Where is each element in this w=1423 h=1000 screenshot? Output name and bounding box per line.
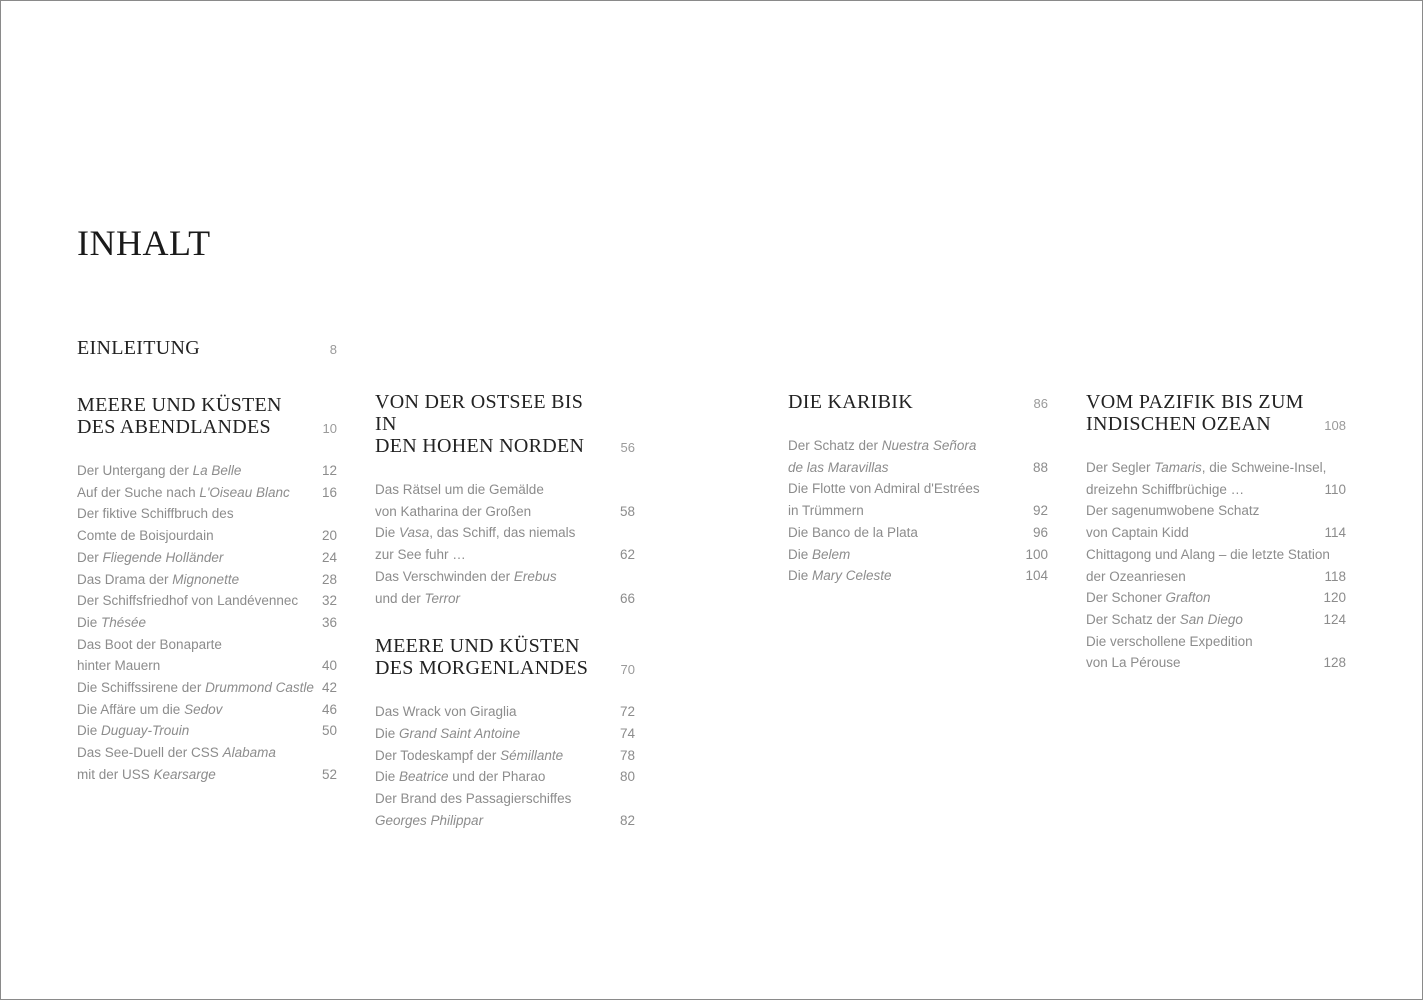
toc-entry-line: Georges Philippar — [375, 812, 484, 828]
toc-entry[interactable] — [1086, 544, 1346, 587]
toc-entry-line: Das See-Duell der CSS Alabama — [77, 745, 276, 761]
toc-entry-line: Die Vasa, das Schiff, das niemals — [375, 525, 576, 541]
toc-entry-page-number: 88 — [1032, 459, 1048, 475]
toc-entry[interactable] — [375, 566, 635, 609]
toc-entry[interactable] — [77, 482, 337, 504]
toc-entry-page-number: 96 — [1032, 524, 1048, 540]
toc-entry[interactable] — [77, 547, 337, 569]
toc-entry[interactable] — [788, 565, 1048, 587]
toc-entry-line: Der fiktive Schiffbruch des — [77, 506, 234, 522]
toc-section — [1086, 391, 1346, 435]
toc-entry-line: Die Duguay-Trouin — [77, 723, 190, 739]
toc-entry[interactable] — [77, 503, 337, 546]
section-page-number: 56 — [620, 440, 635, 455]
toc-entry[interactable] — [77, 720, 337, 742]
toc-entry[interactable] — [1086, 457, 1346, 500]
toc-entry[interactable] — [788, 435, 1048, 478]
toc-section — [375, 635, 635, 679]
toc-entry[interactable] — [77, 634, 337, 677]
toc-entry-line: Die Belem — [788, 546, 851, 562]
toc-entry-line: Der Schatz der Nuestra Señora — [788, 438, 977, 453]
toc-entry[interactable] — [375, 723, 635, 745]
toc-entry-page-number: 62 — [619, 547, 635, 563]
toc-entry[interactable] — [77, 590, 337, 612]
section-gap — [77, 359, 337, 394]
toc-entry-line: Der sagenumwobene Schatz — [1086, 503, 1260, 519]
section-page-number: 108 — [1324, 418, 1346, 433]
toc-entry[interactable] — [375, 701, 635, 723]
toc-section — [77, 394, 337, 438]
toc-entry-page-number: 114 — [1324, 525, 1346, 541]
toc-entry[interactable] — [77, 677, 337, 699]
toc-entry-line: von Captain Kidd — [1086, 525, 1189, 541]
toc-entry-line: zur See fuhr … — [375, 547, 466, 563]
toc-column-4 — [1086, 391, 1346, 674]
toc-section — [375, 391, 635, 457]
toc-entry[interactable] — [77, 742, 337, 785]
toc-entry-line: Die verschollene Expedition — [1086, 633, 1253, 649]
toc-entry[interactable] — [77, 569, 337, 591]
toc-entry[interactable] — [375, 788, 635, 831]
toc-entry-line: mit der USS Kearsarge — [77, 766, 216, 782]
section-title: VON DER OSTSEE BIS IN DEN HOHEN NORDEN — [375, 391, 585, 457]
toc-entry-line: Der Fliegende Holländer — [77, 549, 224, 565]
toc-entry-page-number: 110 — [1324, 481, 1346, 497]
toc-entry-page-number: 24 — [321, 549, 337, 565]
toc-entry-line: Der Brand des Passagierschiffes — [375, 791, 572, 807]
toc-entry-page-number: 42 — [321, 680, 337, 696]
toc-entry-page-number: 92 — [1032, 503, 1048, 519]
toc-entry-list — [375, 701, 635, 831]
toc-entry-list — [1086, 457, 1346, 674]
section-page-number: 70 — [620, 662, 635, 678]
toc-entry-page-number: 20 — [321, 528, 337, 544]
toc-entry-line: Comte de Boisjourdain — [77, 528, 214, 544]
toc-entry-line: von La Pérouse — [1086, 655, 1181, 671]
toc-entry-line: Der Schiffsfriedhof von Landévennec — [77, 593, 299, 609]
toc-entry-page-number: 82 — [619, 812, 635, 828]
toc-entry-page-number: 78 — [619, 747, 635, 763]
toc-entry-page-number: 46 — [321, 701, 337, 717]
toc-entry[interactable] — [788, 478, 1048, 521]
section-page-number: 8 — [329, 342, 337, 357]
section-page-number: 86 — [1033, 396, 1048, 411]
section-title: VOM PAZIFIK BIS ZUM INDISCHEN OZEAN — [1086, 391, 1304, 435]
toc-entry[interactable] — [77, 699, 337, 721]
section-title: EINLEITUNG — [77, 337, 200, 359]
toc-entry-list — [788, 435, 1048, 587]
toc-entry-line: Das Boot der Bonaparte — [77, 636, 222, 652]
toc-entry-list — [375, 479, 635, 609]
toc-entry-line: Die Thésée — [77, 614, 147, 630]
toc-entry-page-number: 128 — [1323, 655, 1346, 671]
section-page-number: 10 — [322, 421, 337, 436]
toc-entry-page-number: 80 — [619, 769, 635, 785]
section-title: MEERE UND KÜSTEN DES MORGENLANDES — [375, 635, 589, 680]
toc-entry-line: und der Terror — [375, 590, 461, 606]
toc-entry-line: Die Flotte von Admiral d'Estrées — [788, 481, 980, 497]
section-title: MEERE UND KÜSTEN DES ABENDLANDES — [77, 394, 282, 438]
toc-entry-line: Der Segler Tamaris, die Schweine-Insel, — [1086, 460, 1327, 475]
toc-entry-page-number: 58 — [619, 503, 635, 519]
toc-entry-line: Auf der Suche nach L'Oiseau Blanc — [77, 484, 290, 500]
toc-entry[interactable] — [77, 460, 337, 482]
toc-entry[interactable] — [77, 612, 337, 634]
toc-column-1 — [77, 337, 337, 786]
toc-entry-page-number: 124 — [1323, 611, 1346, 627]
toc-entry[interactable] — [375, 745, 635, 767]
toc-entry-line: in Trümmern — [788, 503, 864, 519]
toc-entry[interactable] — [375, 522, 635, 565]
toc-column-2 — [375, 391, 635, 831]
toc-entry-page-number: 16 — [321, 484, 337, 500]
toc-entry[interactable] — [1086, 500, 1346, 543]
toc-entry-page-number: 66 — [619, 590, 635, 606]
toc-entry-page-number: 72 — [619, 704, 635, 720]
toc-entry-page-number: 104 — [1025, 568, 1048, 584]
toc-entry-line: de las Maravillas — [788, 459, 889, 475]
toc-entry[interactable] — [375, 766, 635, 788]
section-title: DIE KARIBIK — [788, 391, 913, 413]
toc-entry-page-number: 12 — [321, 463, 337, 478]
toc-entry-line: Das Drama der Mignonette — [77, 571, 240, 587]
toc-entry-line: Der Todeskampf der Sémillante — [375, 747, 564, 763]
toc-entry[interactable] — [1086, 631, 1346, 674]
toc-entry-line: Der Schoner Grafton — [1086, 590, 1211, 606]
toc-entry-line: der Ozeanriesen — [1086, 568, 1186, 584]
section-gap — [375, 609, 635, 635]
toc-entry-page-number: 36 — [321, 614, 337, 630]
toc-entry-page-number: 100 — [1025, 546, 1048, 562]
toc-entry-line: Die Banco de la Plata — [788, 524, 918, 540]
toc-entry[interactable] — [1086, 609, 1346, 631]
toc-entry-line: von Katharina der Großen — [375, 503, 532, 519]
toc-entry-line: Die Affäre um die Sedov — [77, 701, 223, 717]
toc-entry-page-number: 50 — [321, 723, 337, 739]
toc-entry[interactable] — [375, 479, 635, 522]
toc-entry-line: Chittagong und Alang – die letzte Station — [1086, 546, 1330, 562]
toc-entry[interactable] — [1086, 587, 1346, 609]
toc-entry-page-number: 52 — [321, 766, 337, 782]
toc-entry-list — [77, 460, 337, 786]
toc-entry-line: Die Mary Celeste — [788, 568, 892, 584]
toc-entry-line: Der Untergang der La Belle — [77, 463, 242, 478]
toc-entry-page-number: 32 — [321, 593, 337, 609]
toc-entry-page-number: 74 — [619, 725, 635, 741]
toc-entry-line: Die Grand Saint Antoine — [375, 725, 521, 741]
toc-entry-line: Das Verschwinden der Erebus — [375, 568, 557, 584]
toc-entry-line: Die Beatrice und der Pharao — [375, 769, 546, 785]
toc-entry-line: Das Rätsel um die Gemälde — [375, 482, 544, 497]
toc-entry-line: Das Wrack von Giraglia — [375, 704, 517, 720]
toc-column-3 — [788, 391, 1048, 587]
toc-entry[interactable] — [788, 522, 1048, 544]
toc-entry-line: hinter Mauern — [77, 658, 161, 674]
toc-entry-line: Die Schiffssirene der Drummond Castle — [77, 680, 314, 696]
toc-entry-page-number: 28 — [321, 571, 337, 587]
toc-entry[interactable] — [788, 544, 1048, 566]
page-title: INHALT — [77, 223, 211, 263]
toc-section — [77, 337, 337, 359]
toc-entry-page-number: 40 — [321, 658, 337, 674]
toc-entry-line: dreizehn Schiffbrüchige … — [1086, 481, 1245, 497]
toc-entry-page-number: 118 — [1324, 568, 1346, 584]
toc-entry-page-number: 120 — [1323, 590, 1346, 606]
toc-entry-line: Der Schatz der San Diego — [1086, 611, 1243, 627]
toc-section — [788, 391, 1048, 413]
